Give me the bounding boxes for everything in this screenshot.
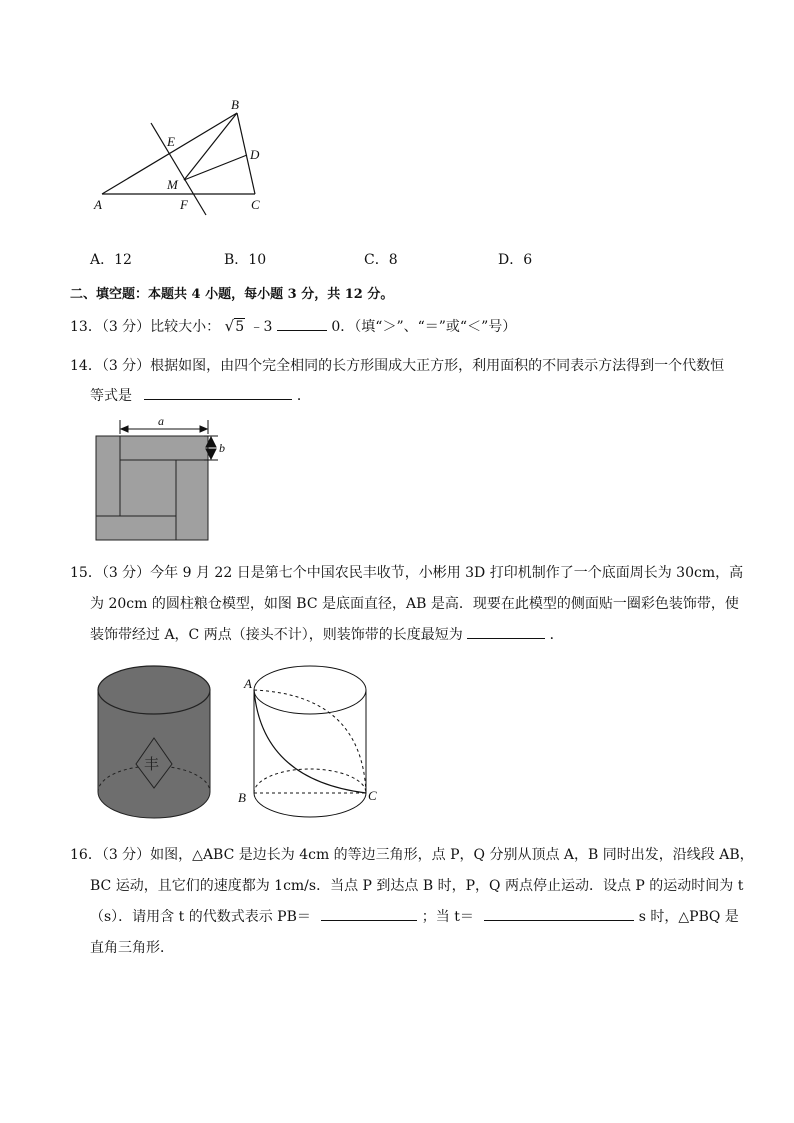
q16-t-blank[interactable]: [484, 908, 634, 921]
cylinder-figures: [92, 660, 392, 825]
cylinder-top-ellipse: [254, 666, 366, 714]
label-a-cylinder: A: [244, 676, 252, 691]
label-b: B: [231, 97, 239, 112]
q13-prefix: 13．（3 分）比较大小：: [70, 319, 221, 335]
q16-line1: 16．（3 分）如图，△ABC 是边长为 4cm 的等边三角形，点 P，Q 分别从顶点 A，B 同时出发，沿线段 AB，: [70, 847, 754, 863]
q13-answer-blank[interactable]: [277, 318, 327, 331]
q13-minus: ﹣3: [249, 319, 273, 335]
q15-answer-blank[interactable]: [467, 626, 545, 639]
q15-line2: 为 20cm 的圆柱粮仓模型，如图 BC 是底面直径，AB 是高．现要在此模型的侧面贴一圈彩色装饰带，使: [90, 596, 739, 612]
sqrt-expression: [225, 317, 245, 335]
q14-line2-prefix: 等式是: [90, 388, 132, 404]
square-rectangles-figure: [92, 412, 242, 544]
ribbon-path-front: [254, 690, 366, 793]
q16-line3-a: （s）．请用含 t 的代数式表示 PB＝: [90, 909, 311, 925]
outer-square: [96, 436, 208, 540]
triangle-figure-q12: [90, 95, 280, 220]
label-b-cylinder: B: [238, 790, 246, 805]
q12-option-d: D．6: [498, 252, 533, 268]
label-f: F: [180, 197, 188, 212]
label-e: E: [167, 134, 175, 149]
decorated-cylinder-top: [98, 666, 210, 714]
emblem-character: 丰: [144, 757, 160, 773]
q16-line3-b: ；当 t＝: [421, 909, 474, 925]
q12-option-b: B．10: [224, 252, 267, 268]
q16-line2: BC 运动，且它们的速度都为 1cm/s．当点 P 到达点 B 时，P，Q 两点停止运动．设点 P 的运动时间为 t: [90, 878, 744, 894]
label-a-dimension: a: [158, 414, 164, 428]
cylinder-bottom-front: [254, 793, 366, 817]
label-c-cylinder: C: [368, 788, 377, 803]
q12-option-c: C．8: [364, 252, 398, 268]
q12-option-a: A．12: [90, 252, 132, 268]
q14-line2-suffix: ．: [296, 388, 311, 404]
cylinder-bottom-back: [254, 769, 366, 793]
label-c: C: [251, 197, 260, 212]
q16-pb-blank[interactable]: [321, 908, 417, 921]
dim-a-arrow-right: [200, 426, 207, 432]
q16-line3: [90, 906, 739, 926]
q16-line4: 直角三角形．: [90, 940, 174, 956]
sqrt-radicand: 5: [235, 319, 245, 335]
q14-line2: [90, 385, 311, 405]
q14-line1: 14．（3 分）根据如图，由四个完全相同的长方形围成大正方形，利用面积的不同表示方法得到一个代数恒: [70, 358, 725, 374]
label-a: A: [94, 197, 102, 212]
dim-a-arrow-left: [121, 426, 128, 432]
q14-answer-blank[interactable]: [144, 387, 292, 400]
q15-line3-suffix: ．: [549, 627, 564, 643]
q15-line3: [90, 624, 564, 644]
q15-line3-prefix: 装饰带经过 A，C 两点（接头不计），则装饰带的长度最短为: [90, 627, 463, 643]
label-d: D: [250, 147, 260, 162]
label-m: M: [167, 177, 178, 192]
q13-suffix: 0．（填“＞”、“＝”或“＜”号）: [331, 319, 517, 335]
label-b-dimension: b: [219, 441, 225, 455]
section-heading-fill-in: 二、填空题：本题共 4 小题，每小题 3 分，共 12 分。: [70, 287, 394, 302]
q15-line1: 15．（3 分）今年 9 月 22 日是第七个中国农民丰收节，小彬用 3D 打印机制作了一个底面周长为 30cm，高: [70, 565, 744, 581]
q16-line3-c: s 时，△PBQ 是: [638, 909, 739, 925]
question-13: [70, 316, 516, 336]
sqrt-icon: √: [224, 317, 235, 335]
